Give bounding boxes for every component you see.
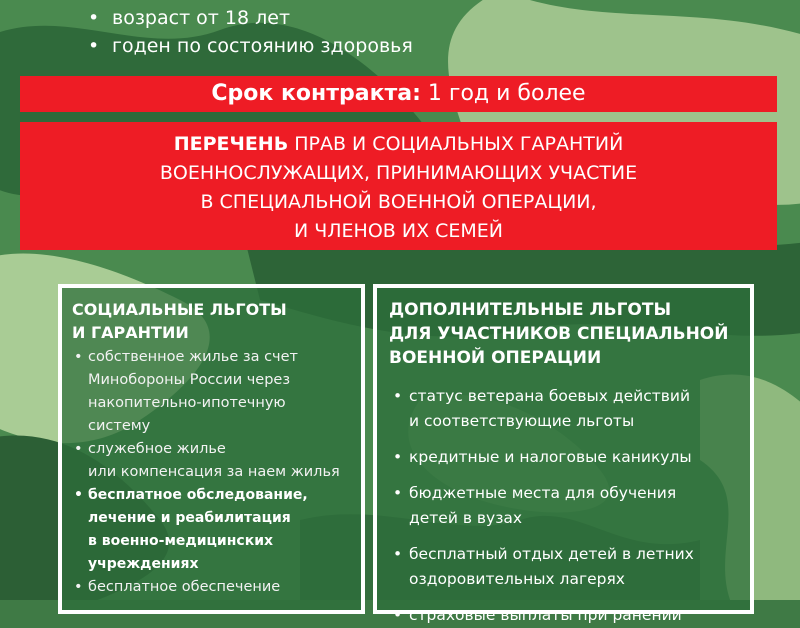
benefit-line: • бюджетные места для обучения — [409, 484, 677, 502]
benefit-item — [389, 481, 750, 531]
rights-list-title-banner — [20, 122, 777, 250]
requirement-item: • годен по состоянию здоровья — [88, 32, 413, 60]
title-line: ВОЕННОСЛУЖАЩИХ, ПРИНИМАЮЩИХ УЧАСТИЕ — [159, 162, 638, 184]
benefit-item — [389, 603, 750, 628]
benefit-item — [389, 542, 750, 592]
title-line: В СПЕЦИАЛЬНОЙ ВОЕННОЙ ОПЕРАЦИИ, — [200, 191, 597, 213]
benefit-line: • служебное жилье — [88, 441, 226, 457]
social-benefits-panel — [58, 284, 365, 614]
title-line-1-rest: ПРАВ И СОЦИАЛЬНЫХ ГАРАНТИЙ — [288, 133, 624, 155]
benefit-line: учреждениях — [88, 556, 199, 572]
title-line: ВОЕННОЙ ОПЕРАЦИИ — [389, 348, 602, 368]
benefit-line: систему — [88, 418, 151, 434]
benefit-line: • кредитные и налоговые каникулы — [409, 448, 692, 466]
contract-term-value: 1 год и более — [427, 81, 586, 106]
contract-term-banner — [20, 76, 777, 112]
benefit-line: детей в вузах — [409, 509, 523, 527]
benefit-line: или компенсация за наем жилья — [88, 464, 340, 480]
benefit-item — [72, 576, 361, 599]
additional-benefits-title — [389, 298, 750, 370]
contract-term-label: Срок контракта: — [211, 81, 421, 106]
benefit-line: • бесплатное обследование, — [88, 487, 308, 503]
benefit-item — [72, 484, 361, 576]
title-line: И ГАРАНТИИ — [72, 323, 189, 342]
benefit-line: и соответствующие льготы — [409, 412, 635, 430]
benefit-line: • собственное жилье за счет — [88, 349, 298, 365]
benefit-line: • бесплатный отдых детей в летних — [409, 545, 694, 563]
title-lead: ПЕРЕЧЕНЬ — [173, 133, 289, 155]
benefit-line: оздоровительных лагерях — [409, 570, 625, 588]
benefit-item — [389, 384, 750, 434]
benefit-line: • бесплатное обеспечение — [88, 579, 281, 595]
title-line: СОЦИАЛЬНЫЕ ЛЬГОТЫ — [72, 300, 287, 319]
benefit-item — [72, 438, 361, 484]
requirement-item: • возраст от 18 лет — [88, 4, 413, 32]
title-line: ДЛЯ УЧАСТНИКОВ СПЕЦИАЛЬНОЙ — [389, 324, 729, 344]
additional-benefits-list — [389, 384, 750, 628]
benefit-line: в военно-медицинских — [88, 533, 274, 549]
benefit-line: Минобороны России через — [88, 372, 291, 388]
additional-benefits-panel — [373, 284, 754, 624]
social-benefits-title — [72, 298, 361, 344]
title-line: ДОПОЛНИТЕЛЬНЫЕ ЛЬГОТЫ — [389, 300, 672, 320]
benefit-line: лечение и реабилитация — [88, 510, 291, 526]
benefit-item — [389, 445, 750, 470]
benefit-line: • страховые выплаты при ранении — [409, 606, 682, 624]
benefit-line: • статус ветерана боевых действий — [409, 387, 691, 405]
requirements-list — [88, 4, 413, 60]
title-line — [20, 130, 777, 159]
title-line: И ЧЛЕНОВ ИХ СЕМЕЙ — [293, 220, 504, 242]
benefit-line: накопительно-ипотечную — [88, 395, 286, 411]
social-benefits-list — [72, 346, 361, 599]
benefit-item — [72, 346, 361, 438]
